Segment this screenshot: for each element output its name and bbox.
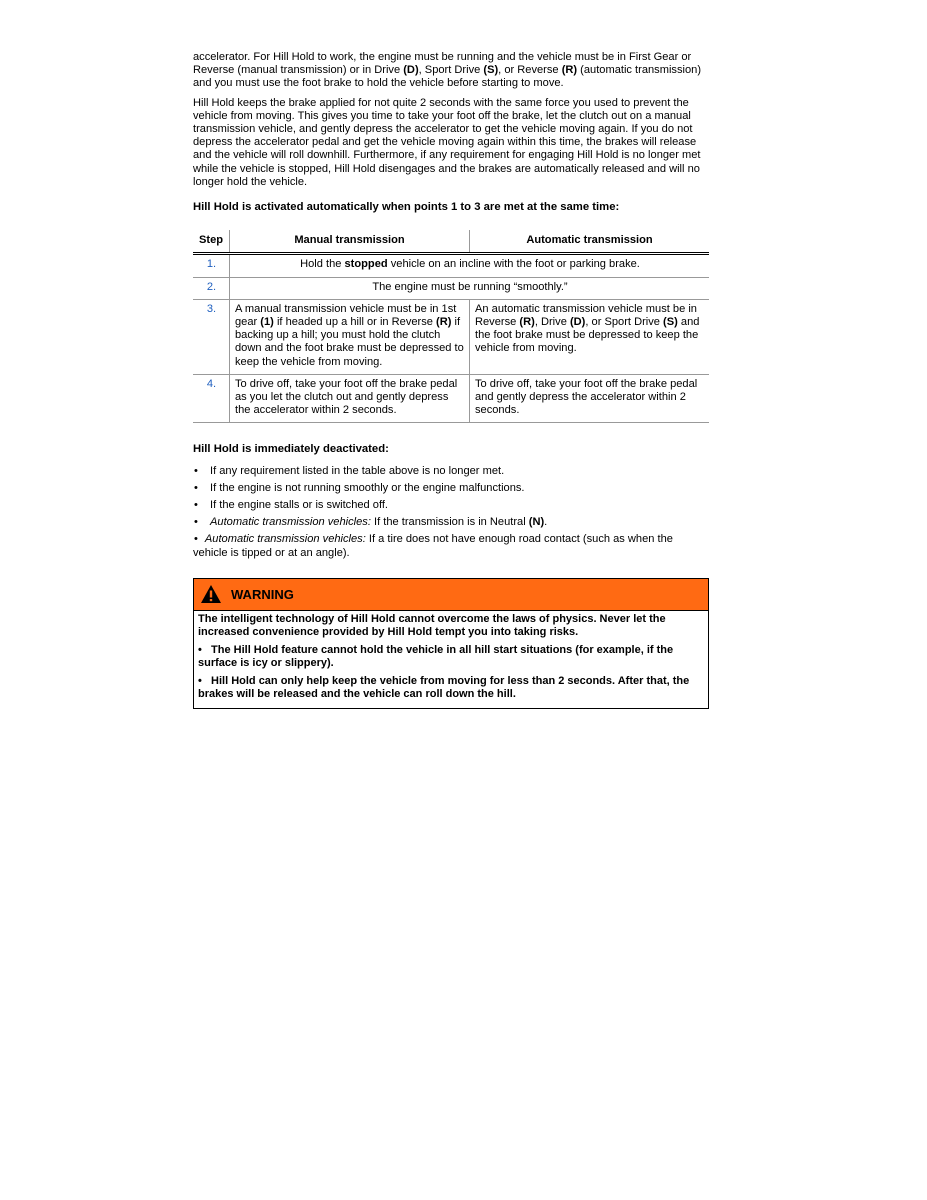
bullet-icon: • xyxy=(194,481,198,494)
header-manual: Manual transmission xyxy=(230,230,470,254)
list-item: • If the engine is not running smoothly or the engine malfunctions. xyxy=(194,481,525,494)
table-row xyxy=(193,299,709,374)
bullet-icon: • xyxy=(194,464,198,477)
step-text: The engine must be running “smoothly.” xyxy=(230,277,710,299)
table-header-row xyxy=(193,230,709,254)
step-text: Hold the stopped vehicle on an incline with the foot or parking brake. xyxy=(230,254,710,277)
automatic-cell: To drive off, take your foot off the brake pedal and gently depress the accelerator within 2 seconds. xyxy=(470,374,710,423)
header-step: Step xyxy=(193,230,230,254)
list-item: • If the engine stalls or is switched off. xyxy=(194,499,389,512)
automatic-cell: An automatic transmission vehicle must be in Reverse (R), Drive (D), or Sport Drive (S) and the foot brake must be depressed to keep the vehicle from moving. xyxy=(470,299,710,374)
warning-title: WARNING xyxy=(231,586,294,602)
step-number: 2. xyxy=(193,277,230,299)
manual-cell: To drive off, take your foot off the brake pedal as you let the clutch out and gently depress the accelerator within 2 seconds. xyxy=(230,374,470,423)
bullet-icon: • xyxy=(198,643,202,656)
header-automatic: Automatic transmission xyxy=(526,234,653,247)
list-item: • Automatic transmission vehicles: If a tire does not have enough road contact (such as when the vehicle is tipped or at an angle). xyxy=(193,533,673,559)
warning-bullet: • Hill Hold can only help keep the vehicle from moving for less than 2 seconds. After that, the brakes will be released and the vehicle can roll down the hill. xyxy=(198,674,690,700)
bullet-icon: • xyxy=(194,516,198,529)
activation-heading: Hill Hold is activated automatically when points 1 to 3 are met at the same time: xyxy=(193,201,620,214)
deactivation-list xyxy=(193,465,709,560)
step-number: 1. xyxy=(193,254,230,277)
warning-bullet: • The Hill Hold feature cannot hold the vehicle in all hill start situations (for example, if the surface is icy or slippery). xyxy=(198,643,674,669)
document-content xyxy=(193,51,709,709)
bullet-icon: • xyxy=(194,499,198,512)
step-number: 3. xyxy=(193,299,230,374)
warning-box xyxy=(193,578,709,709)
bullet-icon: • xyxy=(194,533,198,546)
deactivation-heading: Hill Hold is immediately deactivated: xyxy=(193,443,389,456)
table-row xyxy=(193,277,709,299)
list-item: • Automatic transmission vehicles: If the transmission is in Neutral (N). xyxy=(194,516,548,529)
intro-paragraph-1: accelerator. For Hill Hold to work, the engine must be running and the vehicle must be in First Gear or Reverse (manual transmission) or in Drive (D), Sport Drive (S), or Reverse (R) (automatic transmission) and you must use the foot brake to hold the vehicle before starting to move. xyxy=(193,51,702,90)
table-row xyxy=(193,374,709,423)
steps-table xyxy=(193,230,709,423)
bullet-icon: • xyxy=(198,674,202,687)
warning-paragraph: The intelligent technology of Hill Hold cannot overcome the laws of physics. Never let the increased convenience provided by Hill Hold tempt you into taking risks. xyxy=(198,612,666,638)
intro-paragraph-2: Hill Hold keeps the brake applied for not quite 2 seconds with the same force you used to prevent the vehicle from moving. This gives you time to take your foot off the brake, let the clutch out on a manual transmission vehicle, and gently depress the accelerator to get the vehicle moving again. If you do not depress the accelerator pedal and get the vehicle moving again within this time, the brakes will release and the vehicle will roll downhill. Furthermore, if any requirement for engaging Hill Hold is no longer met while the vehicle is stopped, Hill Hold disengages and the brakes are automatically released and will no longer hold the vehicle. xyxy=(193,96,701,188)
list-item: • If any requirement listed in the table above is no longer met. xyxy=(194,464,505,477)
warning-header xyxy=(194,579,708,611)
manual-cell: A manual transmission vehicle must be in 1st gear (1) if headed up a hill or in Reverse (R) if backing up a hill; you must hold the clutch down and the foot brake must be depressed to keep the vehicle from moving. xyxy=(230,299,470,374)
step-number: 4. xyxy=(193,374,230,423)
table-row xyxy=(193,254,709,277)
warning-triangle-icon xyxy=(200,584,222,604)
warning-body xyxy=(194,611,708,708)
